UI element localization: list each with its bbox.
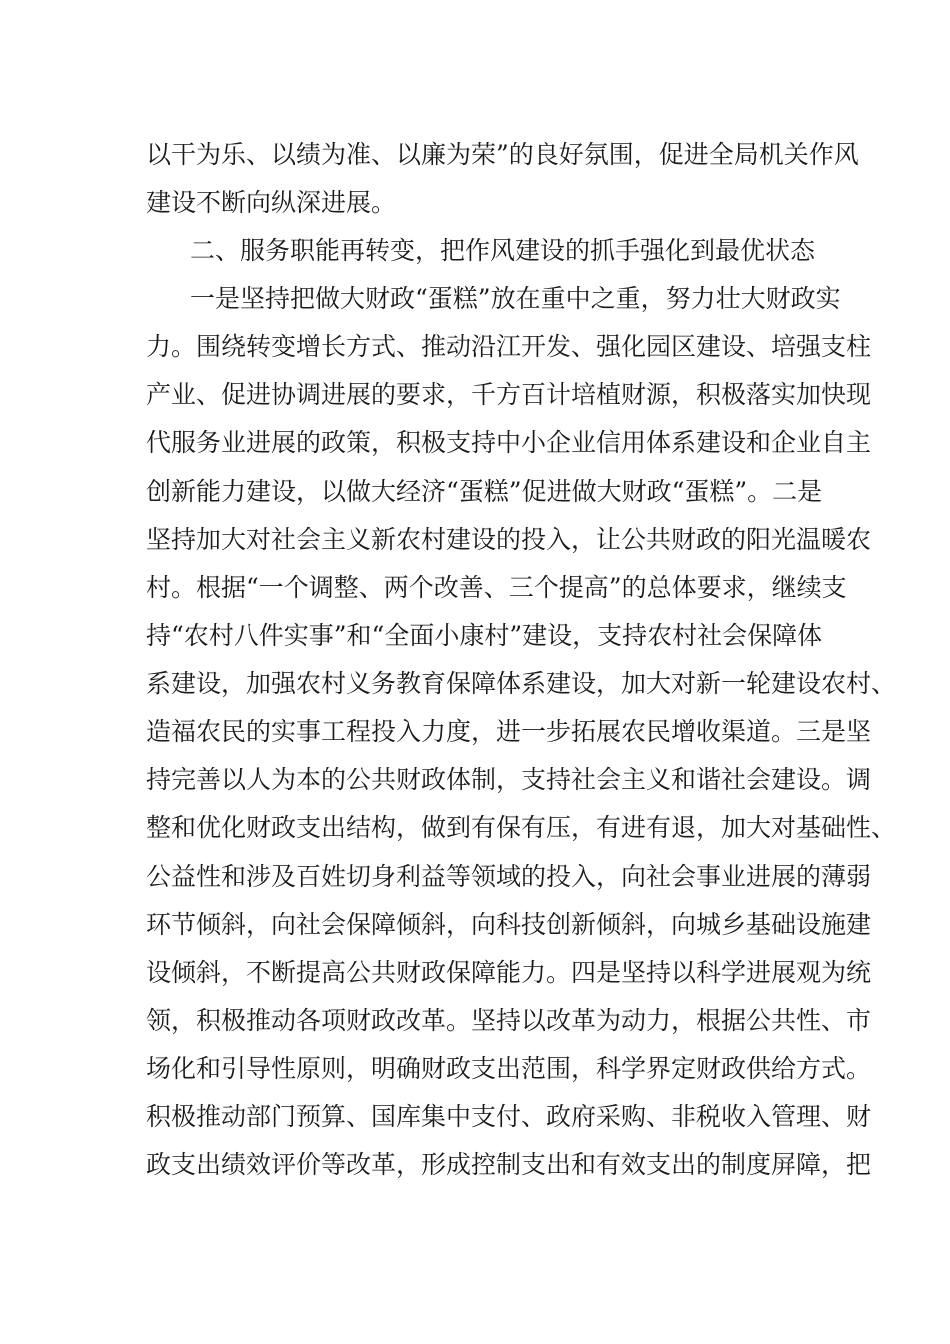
text-line: 设倾斜，不断提高公共财政保障能力。四是坚持以科学进展观为统 [146, 958, 872, 987]
text-line: 力。围绕转变增长方式、推动沿江开发、强化园区建设、培强支柱 [146, 332, 872, 361]
text-line: 持“农村八件实事”和“全面小康村”建设，支持农村社会保障体 [146, 621, 823, 650]
text-line: 领，积极推动各项财政改革。坚持以改革为动力，根据公共性、市 [146, 1006, 872, 1035]
text-line: 代服务业进展的政策，积极支持中小企业信用体系建设和企业自主 [146, 428, 872, 457]
text-line: 创新能力建设，以做大经济“蛋糕”促进做大财政“蛋糕”。二是 [146, 477, 823, 506]
text-line: 环节倾斜，向社会保障倾斜，向科技创新倾斜，向城乡基础设施建 [146, 910, 872, 939]
text-line: 持完善以人为本的公共财政体制，支持社会主义和谐社会建设。调 [146, 765, 872, 794]
text-line: 村。根据“一个调整、两个改善、三个提高”的总体要求，继续支 [146, 573, 847, 602]
text-line: 公益性和涉及百姓切身利益等领域的投入，向社会事业进展的薄弱 [146, 862, 872, 891]
text-line: 以干为乐、以绩为准、以廉为荣”的良好氛围，促进全局机关作风 [146, 140, 859, 169]
text-line: 产业、促进协调进展的要求，千方百计培植财源，积极落实加快现 [146, 380, 872, 409]
text-line: 整和优化财政支出结构，做到有保有压，有进有退，加大对基础性、 [146, 813, 897, 842]
text-line: 政支出绩效评价等改革，形成控制支出和有效支出的制度屏障，把 [146, 1150, 872, 1179]
text-line: 系建设，加强农村义务教育保障体系建设，加大对新一轮建设农村、 [146, 669, 897, 698]
text-line: 场化和引导性原则，明确财政支出范围，科学界定财政供给方式。 [146, 1054, 872, 1083]
text-line: 坚持加大对社会主义新农村建设的投入，让公共财政的阳光温暖农 [146, 525, 872, 554]
section-heading: 二、服务职能再转变，把作风建设的抓手强化到最优状态 [190, 236, 816, 265]
text-line: 建设不断向纵深进展。 [146, 188, 397, 217]
text-line: 积极推动部门预算、国库集中支付、政府采购、非税收入管理、财 [146, 1102, 872, 1131]
text-line: 造福农民的实事工程投入力度，进一步拓展农民增收渠道。三是坚 [146, 717, 872, 746]
paragraph-first-line: 一是坚持把做大财政“蛋糕”放在重中之重，努力壮大财政实 [190, 284, 841, 313]
